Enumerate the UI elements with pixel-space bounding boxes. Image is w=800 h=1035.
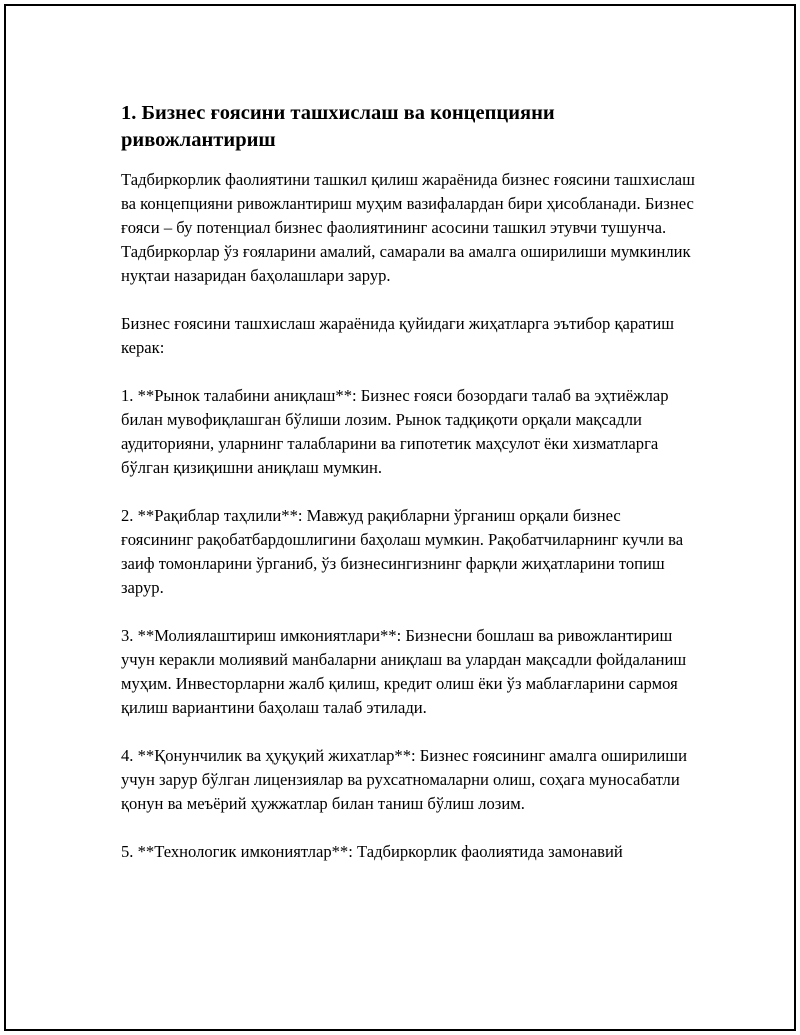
document-content: [121, 100, 696, 888]
document-page: [4, 4, 796, 1031]
paragraph-item-5: 5. **Технологик имкониятлар**: Тадбиркорлик фаолиятида замонавий: [121, 842, 623, 861]
paragraph-item-3: 3. **Молиялаштириш имкониятлари**: Бизнесни бошлаш ва ривожлантириш учун керакли молиявий манбаларни аниқлаш ва улардан мақсадли фойдаланиш муҳим. Инвесторларни жалб қилиш, кредит олиш ёки ўз маблағларини сармоя қилиш вариантини баҳолаш талаб этилади.: [121, 626, 687, 717]
paragraph-item-1: 1. **Рынок талабини аниқлаш**: Бизнес ғояси бозордаги талаб ва эҳтиёжлар билан мувофиқлашган бўлиши лозим. Рынок тадқиқоти орқали мақсадли аудиторияни, уларнинг талабларини ва гипотетик маҳсулот ёки хизматларга бўлган қизиқишни аниқлаш мумкин.: [121, 386, 669, 477]
paragraph-item-4: 4. **Қонунчилик ва ҳуқуқий жихатлар**: Бизнес ғоясининг амалга оширилиши учун зарур бўлган лицензиялар ва рухсатномаларни олиш, соҳага муносабатли қонун ва меъёрий ҳужжатлар билан таниш бўлиш лозим.: [121, 746, 687, 813]
paragraph-aspects-intro: Бизнес ғоясини ташхислаш жараёнида қуйидаги жиҳатларга эътибор қаратиш керак:: [121, 314, 675, 357]
section-heading: 1. Бизнес ғоясини ташхислаш ва концепцияни ривожлантириш: [121, 102, 555, 151]
paragraph-intro: Тадбиркорлик фаолиятини ташкил қилиш жараёнида бизнес ғоясини ташхислаш ва концепцияни ривожлантириш муҳим вазифалардан бири ҳисобланади. Бизнес ғояси – бу потенциал бизнес фаолиятининг асосини ташкил этувчи тушунча. Тадбиркорлар ўз ғояларини амалий, самарали ва амалга оширилиши мумкинлик нуқтаи назаридан баҳолашлари зарур.: [121, 170, 695, 285]
paragraph-item-2: 2. **Рақиблар таҳлили**: Мавжуд рақибларни ўрганиш орқали бизнес ғоясининг рақобатбардошлигини баҳолаш мумкин. Рақобатчиларнинг кучли ва заиф томонларини ўрганиб, ўз бизнесингизнинг фарқли жиҳатларини топиш зарур.: [121, 506, 684, 597]
